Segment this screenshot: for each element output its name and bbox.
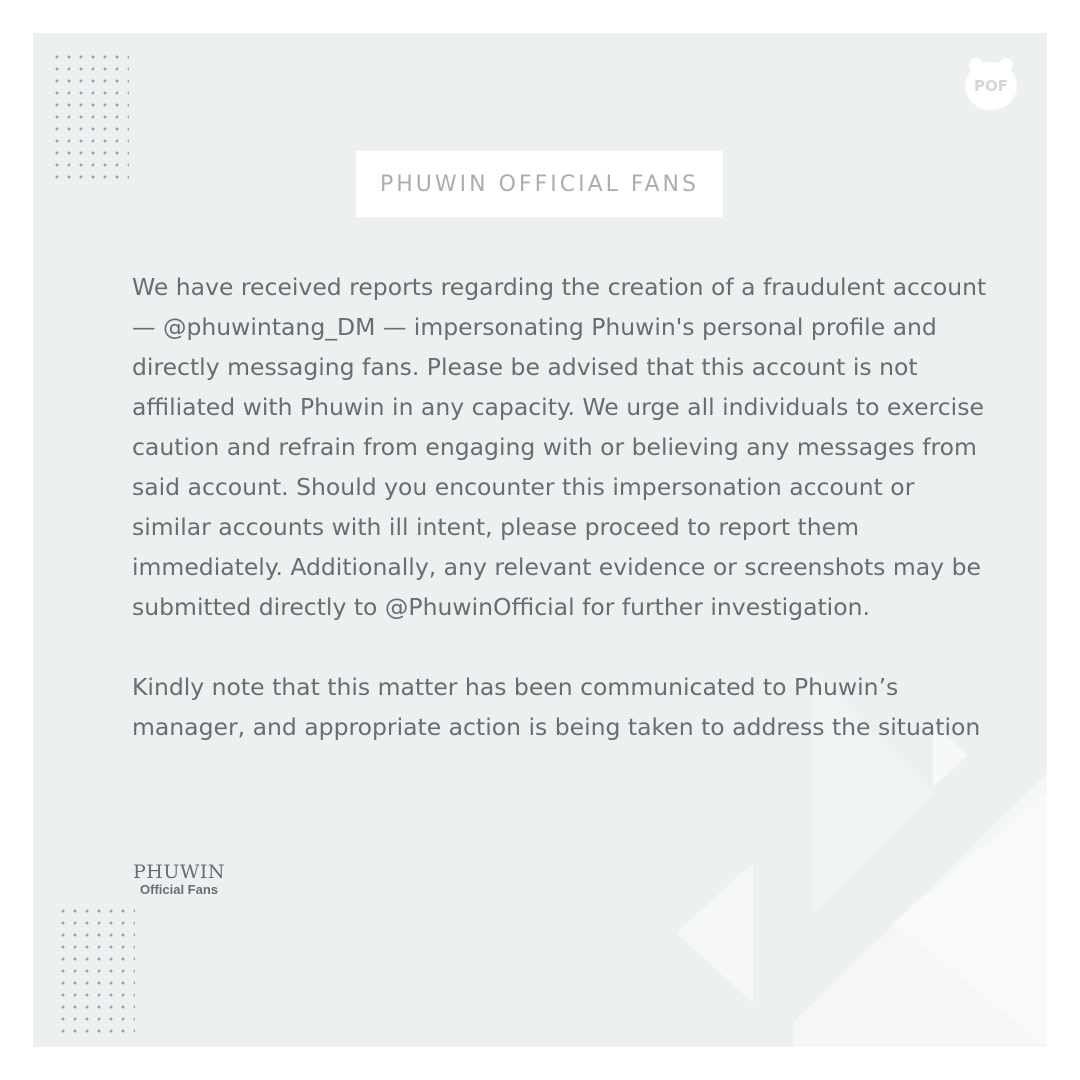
announcement-card <box>33 33 1047 1047</box>
signature-logo <box>133 861 225 897</box>
signature-subtitle: Official Fans <box>140 882 219 897</box>
paragraph-1: We have received reports regarding the creation of a fraudulent account — @phuwintang_DM — impersonating Phuwin's personal profile and directly messaging fans. Please be advised that this account is not affiliated with Phuwin in any capacity. We urge all individuals to exercise caution and refrain from engaging with or believing any messages from said account. Should you encounter this impersonation account or similar accounts with ill intent, please proceed to report them immediately. Additionally, any relevant evidence or screenshots may be submitted directly to @PhuwinOfficial for further investigation. <box>132 273 987 621</box>
signature-name: PHUWIN <box>133 861 226 883</box>
bear-face-icon: POF <box>965 62 1017 110</box>
page-title: PHUWIN OFFICIAL FANS <box>356 151 723 217</box>
paragraph-2: Kindly note that this matter has been communicated to Phuwin’s manager, and appropriate action is being taken to address the situation <box>132 673 981 741</box>
announcement-body <box>132 267 992 747</box>
deco-shape-left <box>676 863 753 1003</box>
pof-logo <box>965 58 1017 110</box>
